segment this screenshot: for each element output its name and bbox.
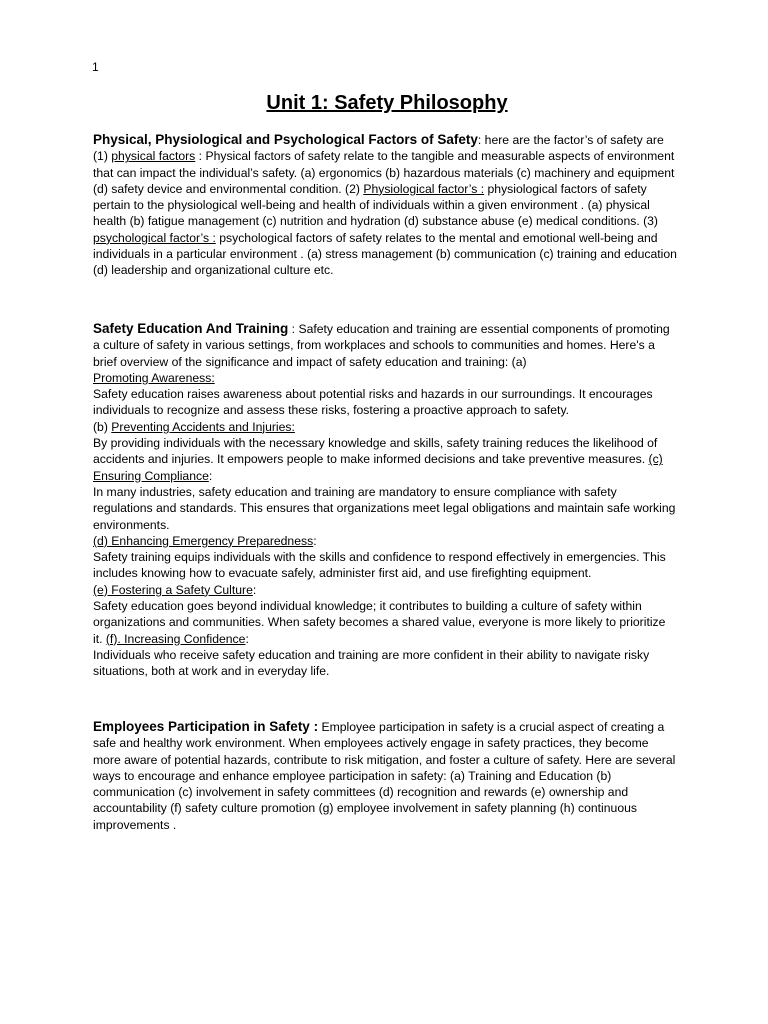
factors-heading: Physical, Physiological and Psychological Factors of Safety — [93, 132, 478, 147]
page-number: 1 — [92, 60, 99, 74]
education-heading: Safety Education And Training — [93, 321, 289, 336]
education-f-text: Individuals who receive safety education and training are more confident in their ability to navigate risky situations, both at work and in everyday life. — [93, 647, 650, 679]
safety-culture-label: (e) Fostering a Safety Culture — [93, 582, 253, 597]
education-intro: : Safety education and training are essential components of promoting a culture of safety in various settings, from workplaces and schools to communities and homes. Here's a brief overview of the significance and impact of safety education and training: (a) — [93, 322, 670, 369]
participation-heading: Employees Participation in Safety : — [93, 719, 319, 734]
education-f-colon: : — [245, 631, 249, 646]
participation-section — [93, 719, 677, 833]
factors-section — [93, 132, 677, 279]
education-b-c-paragraph — [93, 435, 677, 484]
promoting-awareness-label: Promoting Awareness: — [93, 370, 215, 385]
education-b-label-line — [93, 419, 677, 435]
education-e-f-paragraph — [93, 598, 677, 647]
participation-paragraph — [93, 719, 677, 833]
physiological-factors-label: Physiological factor’s : — [363, 181, 485, 196]
emergency-preparedness-label: (d) Enhancing Emergency Preparedness — [93, 533, 314, 548]
education-e-colon: : — [252, 582, 257, 597]
increasing-confidence-label: (f). Increasing Confidence — [105, 631, 246, 646]
education-intro-paragraph — [93, 321, 677, 370]
factors-paragraph — [93, 132, 677, 279]
page-title: Unit 1: Safety Philosophy — [266, 92, 508, 114]
education-b-prefix: (b) — [93, 419, 112, 434]
education-c-colon: : — [208, 468, 213, 483]
education-a-text: Safety education raises awareness about potential risks and hazards in our surroundings. It encourages individuals to recognize and assess these risks, fostering a proactive approach to safety. — [93, 387, 653, 418]
education-e-text: Safety education goes beyond individual knowledge; it contributes to building a culture of safety within organizations and communities. When safety becomes a shared value, everyone is more likely to prioritize it. — [93, 599, 666, 646]
education-d-colon: : — [313, 533, 317, 548]
physical-factors-label: physical factors — [111, 149, 196, 164]
psychological-factors-text: psychological factors of safety relates to the mental and emotional well-being and individuals in a particular environment . (a) stress management (b) communication (c) training and education (d) leadership and organizational culture etc. — [93, 230, 677, 278]
education-section — [93, 321, 677, 680]
education-d-label-line — [93, 533, 677, 549]
education-a-label-line — [93, 370, 677, 386]
preventing-accidents-label: Preventing Accidents and Injuries: — [111, 419, 295, 434]
education-d-text: Safety training equips individuals with the skills and confidence to respond effectively in emergencies. This includes knowing how to evacuate safely, administer first aid, and use firefighting equipment. — [93, 550, 666, 581]
physiological-factors-text: physiological factors of safety pertain to the physiological well-being and health of individuals within a given environment . (a) physical health (b) fatigue management (c) nutrition and hydration (d) substance abuse (e) medical conditions. (3) — [93, 181, 658, 229]
education-e-label-line — [93, 582, 677, 598]
ensuring-compliance-label: (c) Ensuring Compliance — [93, 452, 663, 483]
education-b-text: By providing individuals with the necessary knowledge and skills, safety training reduces the likelihood of accidents and injuries. It empowers people to make informed decisions and take preventive measures. — [93, 436, 658, 467]
physical-factors-text: : Physical factors of safety relate to the tangible and measurable aspects of environment that can impact the individual’s safety. (a) ergonomics (b) hazardous materials (c) machinery and equipment (d) safety device and environmental condition. (2) — [93, 149, 675, 196]
education-c-text: In many industries, safety education and training are mandatory to ensure compliance with safety regulations and standards. This ensures that organizations meet legal obligations and maintain safe working environments. — [93, 484, 676, 532]
factors-intro: : here are the factor’s of safety are (1) — [93, 133, 664, 164]
participation-text: Employee participation in safety is a crucial aspect of creating a safe and healthy work environment. When employees actively engage in safety practices, they become more aware of potential hazards, contribute to risk mitigation, and foster a culture of safety. Here are several ways to encourage and enhance employee participation in safety: (a) Training and Education (b) communication (c) involvement in safety committees (d) recognition and rewards (e) ownership and accountability (f) safety culture promotion (g) employee involvement in safety planning (h) continuous improvements . — [93, 720, 676, 832]
psychological-factors-label: psychological factor’s : — [93, 230, 216, 245]
